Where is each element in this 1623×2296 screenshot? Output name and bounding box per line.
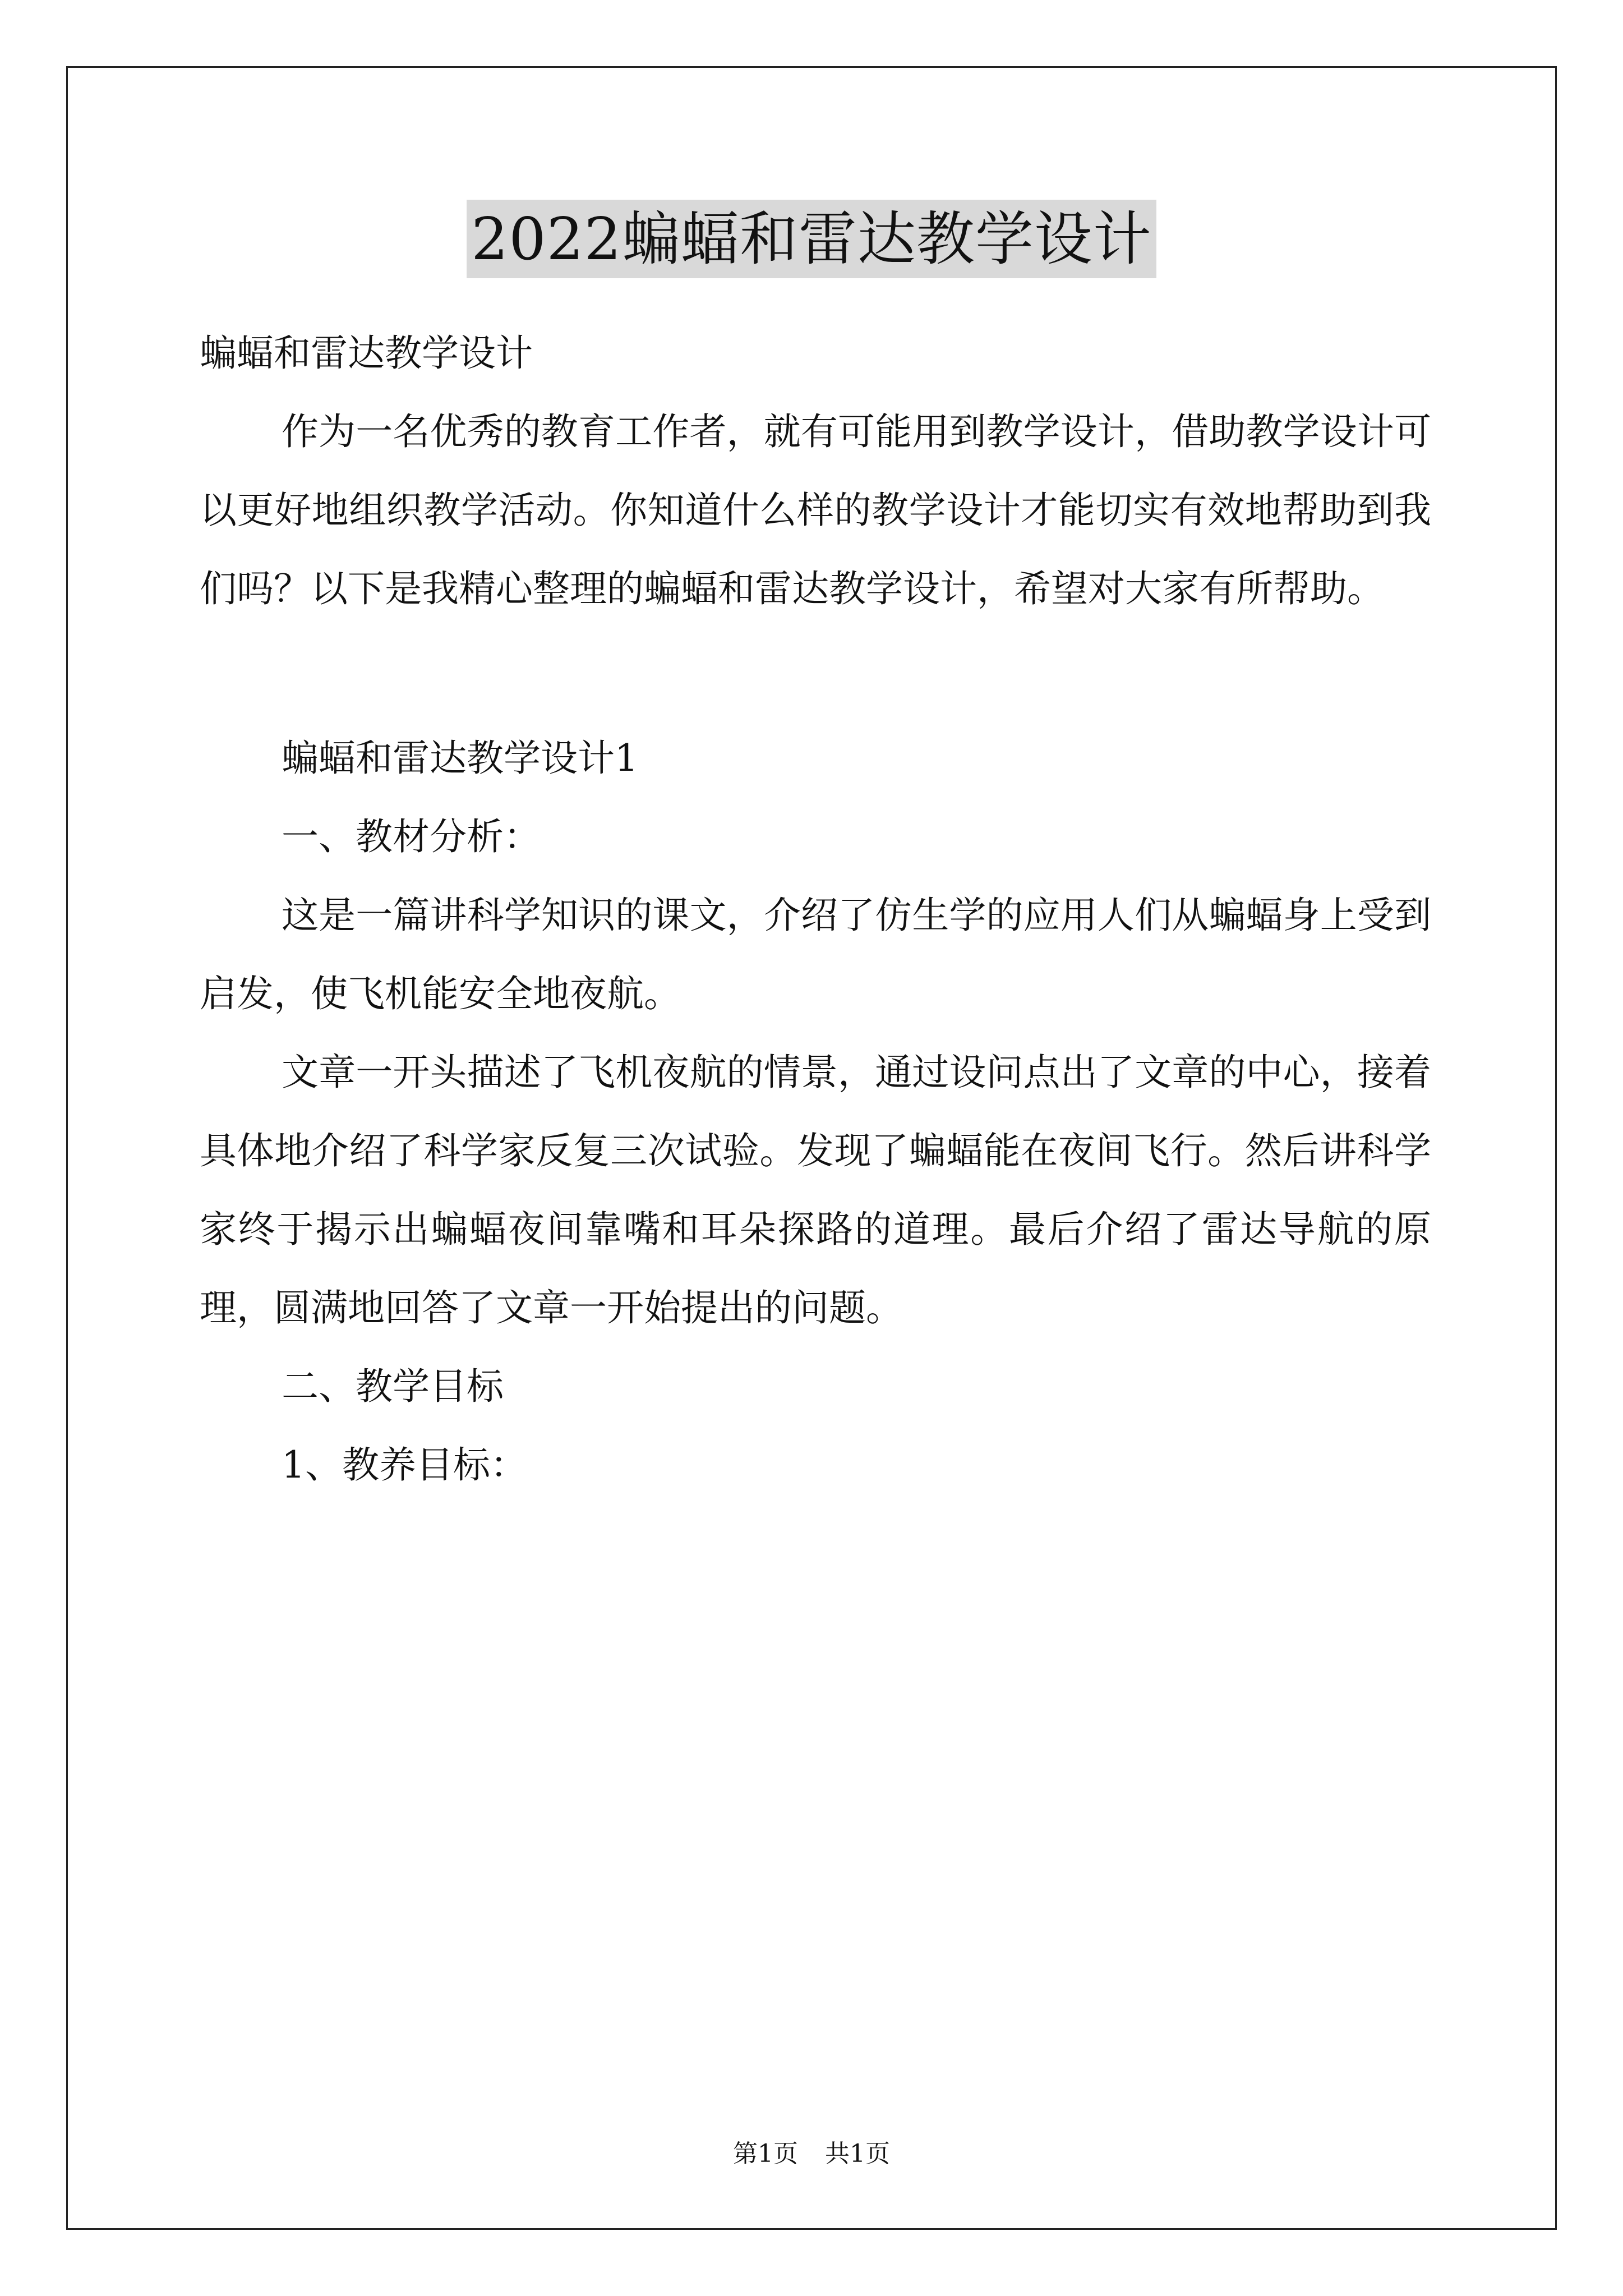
section-heading: 蝙蝠和雷达教学设计1 bbox=[282, 737, 638, 780]
title-container bbox=[0, 200, 1623, 278]
heading-textbook-analysis: 一、教材分析： bbox=[282, 815, 541, 858]
body-paragraph: 这是一篇讲科学知识的课文，介绍了仿生学的应用人们从蝙蝠身上受到启发，使飞机能安全地夜航。 bbox=[200, 894, 1431, 1015]
document-body bbox=[200, 314, 1431, 1504]
section-gap bbox=[200, 628, 1431, 719]
document-title: 2022蝙蝠和雷达教学设计 bbox=[467, 200, 1156, 278]
subtitle-paragraph: 蝙蝠和雷达教学设计 bbox=[200, 332, 533, 375]
body-paragraph: 文章一开头描述了飞机夜航的情景，通过设问点出了文章的中心，接着具体地介绍了科学家反复三次试验。发现了蝙蝠能在夜间飞行。然后讲科学家终于揭示出蝙蝠夜间靠嘴和耳朵探路的道理。最后介绍了雷达导航的原理，圆满地回答了文章一开始提出的问题。 bbox=[200, 1051, 1431, 1329]
page-number: 第1页 bbox=[733, 2139, 798, 2168]
intro-paragraph: 作为一名优秀的教育工作者，就有可能用到教学设计，借助教学设计可以更好地组织教学活动。你知道什么样的教学设计才能切实有效地帮助到我们吗？以下是我精心整理的蝙蝠和雷达教学设计，希望对大家有所帮助。 bbox=[200, 410, 1431, 610]
heading-education-goals: 1、教养目标： bbox=[282, 1443, 527, 1487]
page-footer bbox=[0, 2138, 1623, 2170]
heading-teaching-goals: 二、教学目标 bbox=[282, 1365, 504, 1408]
page-total: 共1页 bbox=[825, 2139, 890, 2168]
